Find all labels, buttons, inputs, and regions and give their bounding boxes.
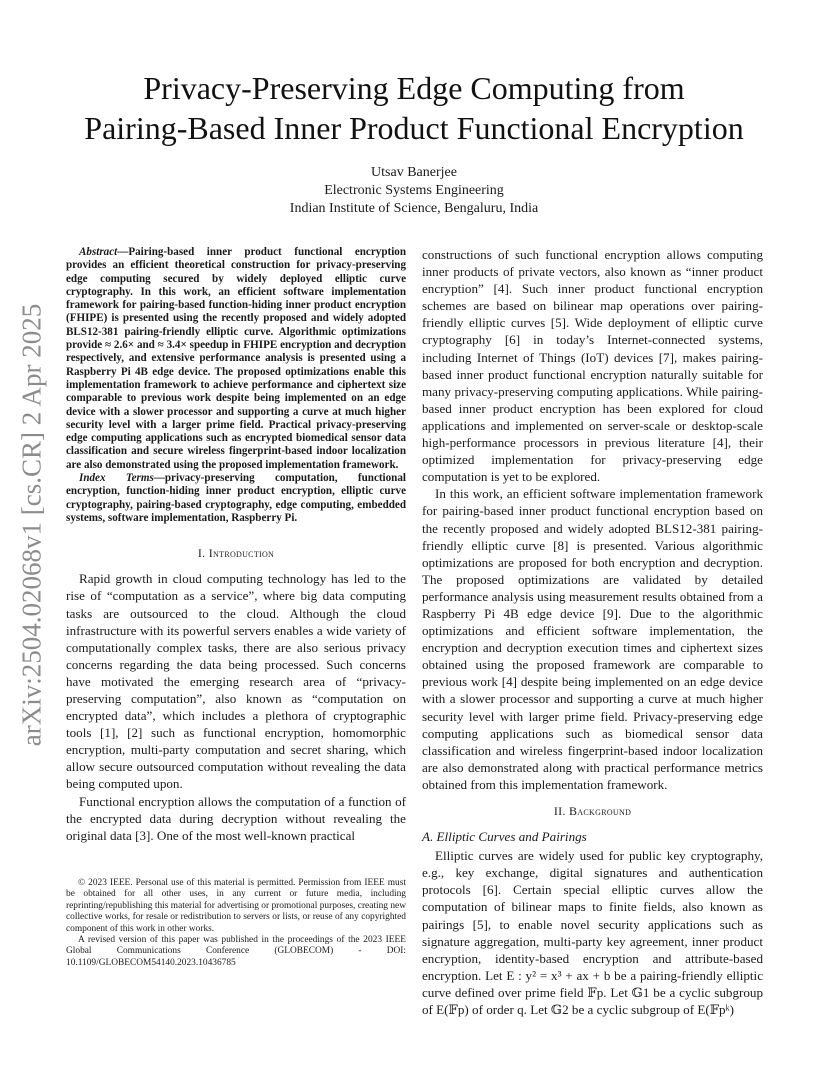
section-heading-background: II. Background <box>553 804 632 818</box>
arxiv-watermark <box>12 290 52 760</box>
title-line-2: Pairing-Based Inner Product Functional Encryption <box>84 110 744 146</box>
abstract-label: Abstract <box>79 246 118 258</box>
intro-paragraph-2-continued: constructions of such functional encryption allows computing inner products of private vectors, also known as “inner product encryption” [4]. Such inner product functional encryption schemes are based on bilinear map operations over pairing-friendly elliptic curves [5]. Wide deployment of elliptic curve cryptography [6] in today’s Internet-connected systems, including Internet of Things (IoT) devices [7], makes pairing-based inner product functional encryption naturally suitable for many privacy-preserving computing applications. While pairing-based inner product encryption has been explored for cloud applications and implemented on server-scale or desktop-scale high-performance processors in previous literature [4], their optimized implementation for privacy-preserving edge computation is yet to be explored. <box>422 247 763 485</box>
index-terms <box>66 472 406 525</box>
intro-paragraph-2: Functional encryption allows the computation of a function of the encrypted data during decryption without revealing the original data [3]. One of the most well-known practical <box>66 793 406 843</box>
copyright-notice: © 2023 IEEE. Personal use of this material is permitted. Permission from IEEE must be obtained for all other uses, in any current or future media, including reprinting/republishing this material for advertising or promotional purposes, creating new collective works, for resale or redistribution to servers or lists, or reuse of any copyrighted component of this work in other works. <box>66 878 406 934</box>
copyright-footnote <box>66 878 406 969</box>
section-heading-introduction: I. Introduction <box>197 546 275 561</box>
abstract <box>66 246 406 472</box>
revised-version-notice: A revised version of this paper was published in the proceedings of the 2023 IEEE Global Communications Conference (GLOBECOM) - DOI: 10.1109/GLOBECOM54140.2023.10436785 <box>66 935 406 968</box>
author-block <box>0 164 828 218</box>
subsection-heading-elliptic-curves: A. Elliptic Curves and Pairings <box>422 829 587 845</box>
index-terms-label: Index Terms <box>79 472 154 485</box>
left-column <box>66 246 406 844</box>
right-column <box>422 246 763 1018</box>
author-department: Electronic Systems Engineering <box>324 183 504 198</box>
background-paragraph-1: Elliptic curves are widely used for public key cryptography, e.g., key exchange, digital signatures and authentication protocols [6]. Certain special elliptic curves allow the computation of bilinear maps to finite fields, also known as pairings [5], to enable novel security applications such as signature aggregation, multi-party key agreement, inner product encryption, identity-based encryption and attribute-based encryption. Let E : y² = x³ + ax + b be a pairing-friendly elliptic curve defined over prime field 𝔽p. Let 𝔾1 be a cyclic subgroup of E(𝔽p) of order q. Let 𝔾2 be a cyclic subgroup of E(𝔽pᵏ) <box>422 848 763 1018</box>
intro-paragraph-1: Rapid growth in cloud computing technology has led to the rise of “computation as a service”, where big data computing tasks are outsourced to the cloud. Although the cloud infrastructure with its powerful servers enables a wide variety of computationally complex tasks, there are also serious privacy concerns regarding the data being processed. Such concerns have motivated the emerging research area of “privacy-preserving computation”, also known as “computation on encrypted data”, which includes a plethora of cryptographic tools [1], [2] such as functional encryption, homomorphic encryption, multi-party computation and secret sharing, which allow secure outsourced computation without revealing the data being computed upon. <box>66 571 406 792</box>
paper-title <box>40 68 788 148</box>
arxiv-identifier: arXiv:2504.02068v1 [cs.CR] 2 Apr 2025 <box>16 303 47 747</box>
author-name: Utsav Banerjee <box>371 165 457 180</box>
abstract-text: —Pairing-based inner product functional encryption provides an efficient theoretical construction for privacy-preserving edge computing secured by widely deployed elliptic curve cryptography. In this work, an efficient software implementation framework for pairing-based function-hiding inner product encryption (FHIPE) is presented using the recently proposed and widely adopted BLS12-381 pairing-friendly elliptic curve. Algorithmic optimizations provide ≈ 2.6× and ≈ 3.4× speedup in FHIPE encryption and decryption respectively, and extensive performance analysis is presented using a Raspberry Pi 4B edge device. The proposed optimizations enable this implementation framework to achieve performance and ciphertext size comparable to previous work despite being implemented on an edge device with a slower processor and supporting a curve at much higher security level with a larger prime field. Practical privacy-preserving edge computing applications such as encrypted biomedical sensor data classification and secure wireless fingerprint-based indoor localization are also demonstrated using the proposed implementation framework. <box>66 246 406 471</box>
intro-paragraph-3: In this work, an efficient software implementation framework for pairing-based inner product functional encryption based on the recently proposed and widely adopted BLS12-381 pairing-friendly elliptic curve [8] is presented. Various algorithmic optimizations are proposed for both encryption and decryption. The proposed optimizations are validated by detailed performance analysis using measurement results obtained from a Raspberry Pi 4B edge device [9]. Due to the algorithmic optimizations and efficient software implementation, the encryption and decryption execution times and ciphertext sizes obtained using the proposed framework are comparable to previous work [4] despite being implemented on an edge device with a slower processor and supporting a curve at much higher security level with larger prime field. Privacy-preserving edge computing applications such as biomedical sensor data classification and wireless fingerprint-based indoor localization are also demonstrated along with practical performance metrics obtained from this implementation framework. <box>422 486 763 792</box>
author-institution: Indian Institute of Science, Bengaluru, India <box>289 201 539 216</box>
title-line-1: Privacy-Preserving Edge Computing from <box>143 70 685 106</box>
index-terms-text: —privacy-preserving computation, functional encryption, function-hiding inner product encryption, elliptic curve cryptography, pairing-based cryptography, edge computing, embedded systems, software implementation, Raspberry Pi. <box>66 472 406 524</box>
